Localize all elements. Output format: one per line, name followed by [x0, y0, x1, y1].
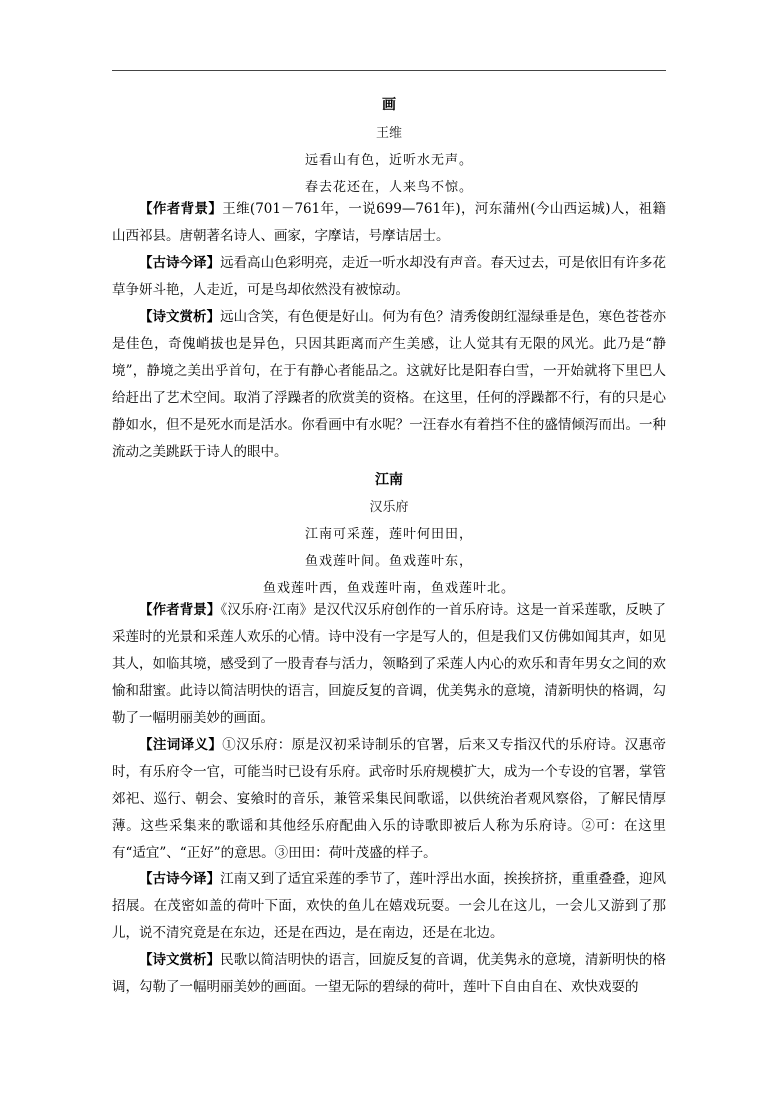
poem-author: 王维 — [375, 126, 402, 141]
poem-line: 鱼戏莲叶间。鱼戏莲叶东， — [304, 554, 473, 569]
section-text: ①汉乐府：原是汉初采诗制乐的官署，后来又专指汉代的乐府诗。汉惠帝时，有乐府令一官，可能当时已设有乐府。武帝时乐府规模扩大，成为一个专设的官署，掌管郊祀、巡行、朝会、宴飨时的音乐，兼管采集民间歌谣，以供统治者观风察俗，了解民情厚薄。这些采集来的歌谣和其他经乐府配曲入乐的诗歌即被后人称为乐府诗。②可：在这里有“适宜”、“正好”的意思。③田田：荷叶茂盛的样子。 — [112, 737, 667, 861]
poem-line: 鱼戏莲叶西，鱼戏莲叶南，鱼戏莲叶北。 — [262, 581, 515, 596]
appreciation-paragraph — [112, 947, 666, 1001]
section-label: 【作者背景】 — [139, 201, 223, 217]
section-text: 王维(701－761年，一说699—761年)，河东蒲州(今山西运城)人，祖籍山西祁县。唐朝著名诗人、画家，字摩诘，号摩诘居士。 — [112, 201, 666, 244]
section-label: 【古诗今译】 — [139, 871, 221, 887]
section-label: 【注词译义】 — [139, 737, 223, 753]
translation-paragraph — [112, 250, 666, 304]
section-text: 《汉乐府·江南》是汉代汉乐府创作的一首乐府诗。这是一首采莲歌，反映了采莲时的光景和采莲人欢乐的心情。诗中没有一字是写人的，但是我们又仿佛如闻其声，如见其人，如临其境，感受到了一股青春与活力，领略到了采莲人内心的欢乐和青年男女之间的欢愉和甜蜜。此诗以简洁明快的语言，回旋反复的音调，优美隽永的意境，清新明快的格调，勾勒了一幅明丽美妙的画面。 — [112, 602, 667, 726]
author-background-paragraph — [112, 597, 666, 732]
section-label: 【作者背景】 — [139, 602, 221, 618]
section-label: 【古诗今译】 — [139, 255, 221, 271]
author-background-paragraph — [112, 196, 666, 250]
poem-line: 春去花还在，人来鸟不惊。 — [304, 180, 473, 195]
poem-author: 汉乐府 — [369, 500, 409, 515]
section-text: 江南又到了适宜采莲的季节了，莲叶浮出水面，挨挨挤挤，重重叠叠，迎风招展。在茂密如盖的荷叶下面，欢快的鱼儿在嬉戏玩耍。一会儿在这儿，一会儿又游到了那儿，说不清究竟是在东边，还是在西边，是在南边，还是在北边。 — [112, 871, 667, 941]
appreciation-paragraph — [112, 304, 666, 466]
section-text: 远看高山色彩明亮，走近一听水却没有声音。春天过去，可是依旧有许多花草争妍斗艳，人走近，可是鸟却依然没有被惊动。 — [112, 255, 667, 298]
section-label: 【诗文赏析】 — [139, 952, 221, 968]
poem-line: 江南可采莲，莲叶何田田， — [304, 527, 473, 542]
document-page — [112, 0, 666, 1103]
poem-title: 江南 — [375, 472, 403, 488]
section-text: 民歌以简洁明快的语言，回旋反复的音调，优美隽永的意境，清新明快的格调，勾勒了一幅明丽美妙的画面。一望无际的碧绿的荷叶，莲叶下自由自在、欢快戏耍的 — [112, 952, 667, 995]
annotation-paragraph — [112, 732, 666, 867]
poem-line: 远看山有色，近听水无声。 — [304, 153, 473, 168]
section-text: 远山含笑，有色便是好山。何为有色？清秀俊朗红湿绿垂是色，寒色苍苍亦是佳色，奇傀峭拔也是异色，只因其距离而产生美感，让人觉其有无限的风光。此乃是“静境”，静境之美出乎首句，在于有静心者能品之。这就好比是阳春白雪，一开始就将下里巴人给赶出了艺术空间。取消了浮躁者的欣赏美的资格。在这里，任何的浮躁都不行，有的只是心静如水，但不是死水而是活水。你看画中有水呢？一汪春水有着挡不住的盛情倾泻而出。一种流动之美跳跃于诗人的眼中。 — [112, 309, 667, 460]
translation-paragraph — [112, 866, 666, 947]
header-rule — [112, 70, 666, 71]
section-label: 【诗文赏析】 — [139, 309, 221, 325]
poem-title: 画 — [382, 97, 396, 113]
